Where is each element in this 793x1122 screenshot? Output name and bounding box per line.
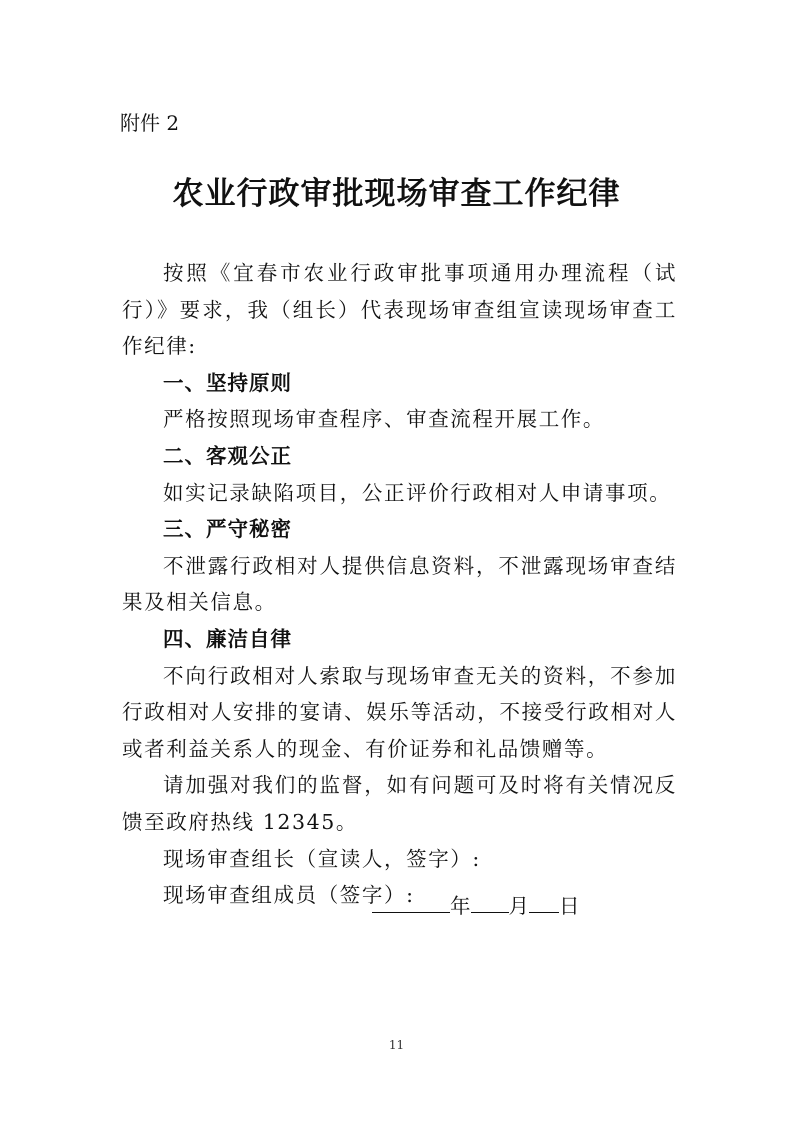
page-number: 11: [388, 1038, 405, 1052]
section-heading-2: 二、客观公正: [163, 443, 292, 468]
section-text-1: 严格按照现场审查程序、审查流程开展工作。: [163, 407, 605, 432]
month-label: 月: [508, 894, 529, 918]
section-heading-4: 四、廉洁自律: [163, 626, 292, 651]
intro-paragraph: 按照《宜春市农业行政审批事项通用办理流程（试行）》要求，我（组长）代表现场审查组宣读现场审查工作纪律:: [122, 261, 677, 359]
page-title: 农业行政审批现场审查工作纪律: [172, 176, 621, 212]
month-blank: [471, 890, 509, 913]
date-line: [372, 890, 580, 922]
section-text-4: 不向行政相对人索取与现场审查无关的资料，不参加行政相对人安排的宴请、娱乐等活动，不接受行政相对人或者利益关系人的现金、有价证券和礼品馈赠等。: [122, 663, 677, 761]
day-label: 日: [559, 894, 580, 918]
section-heading-3: 三、严守秘密: [163, 517, 292, 542]
members-signature-line: 现场审查组成员（签字）:: [163, 883, 415, 908]
leader-signature-line: 现场审查组长（宣读人，签字）:: [163, 846, 481, 871]
section-text-2: 如实记录缺陷项目，公正评价行政相对人申请事项。: [163, 480, 672, 505]
section-heading-1: 一、坚持原则: [163, 370, 292, 395]
attachment-label: 附件 2: [120, 111, 180, 135]
document-body: [122, 255, 677, 914]
day-blank: [529, 890, 559, 913]
section-text-3: 不泄露行政相对人提供信息资料，不泄露现场审查结果及相关信息。: [122, 553, 677, 615]
year-label: 年: [450, 894, 471, 918]
year-blank: [372, 890, 450, 913]
supervision-paragraph: 请加强对我们的监督，如有问题可及时将有关情况反馈至政府热线 12345。: [122, 773, 677, 834]
